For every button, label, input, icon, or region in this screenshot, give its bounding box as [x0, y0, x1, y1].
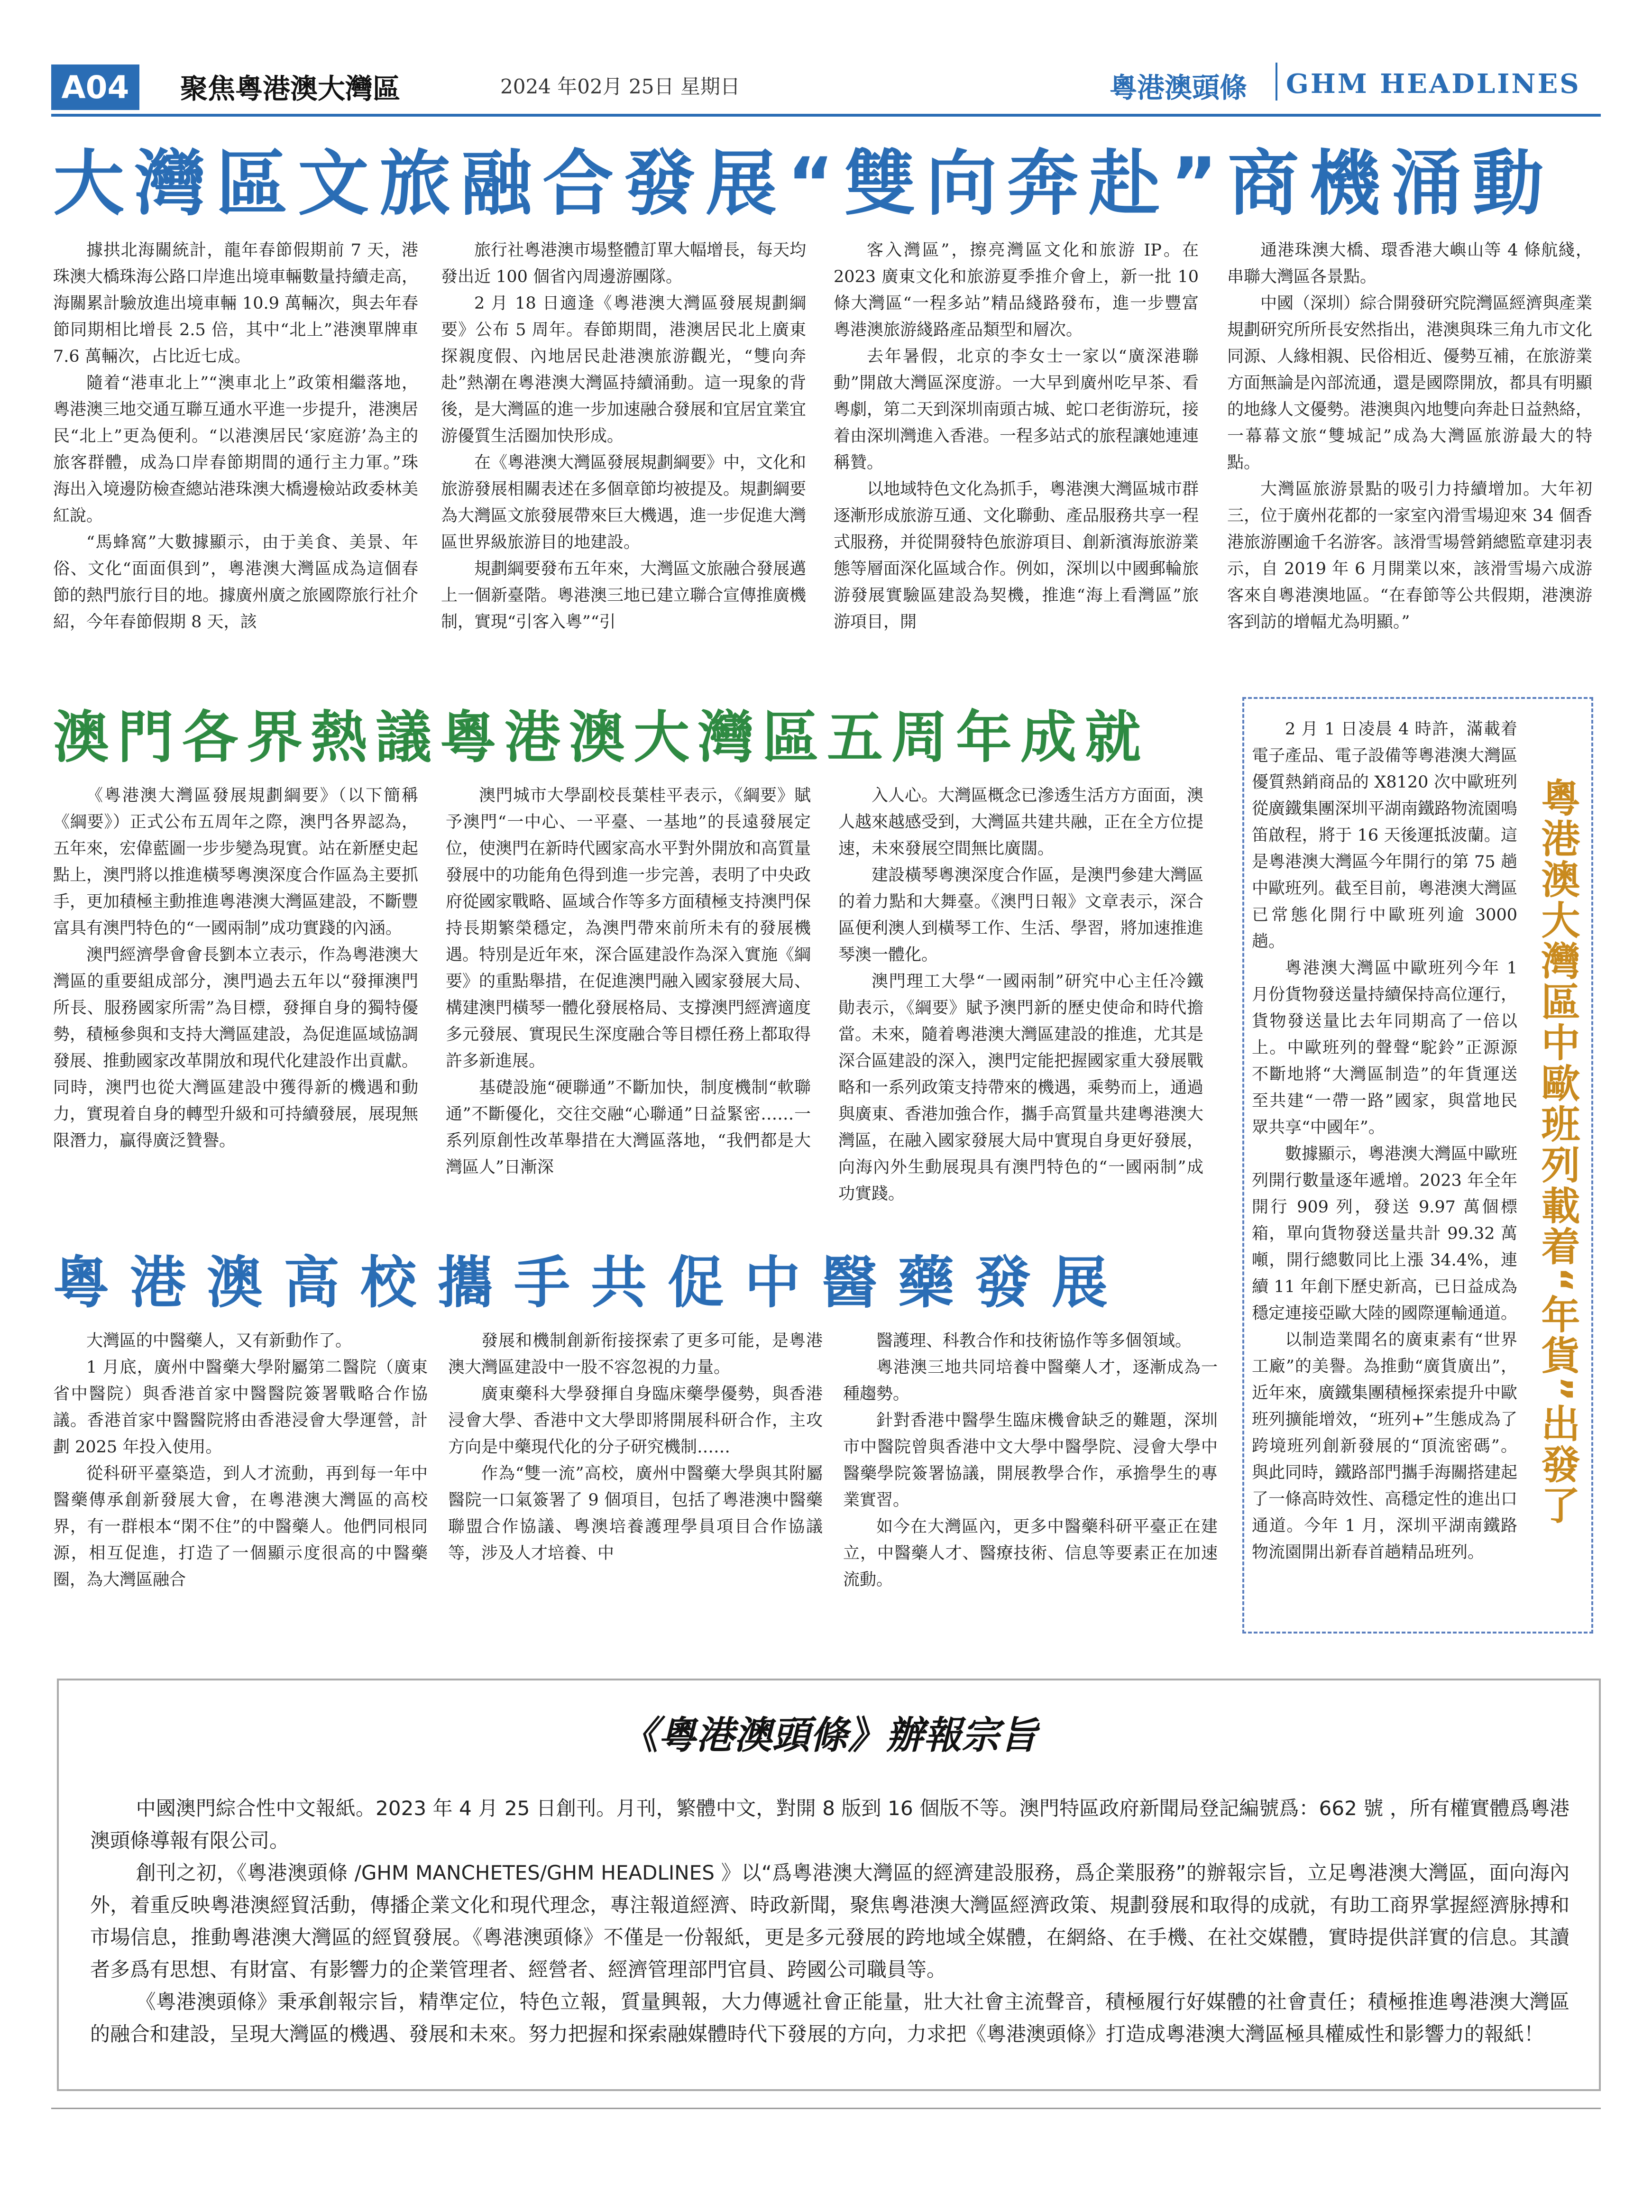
article2-headline: 澳門各界熱議粵港澳大灣區五周年成就: [53, 705, 1150, 770]
paper-name: 粵港澳頭條: [1110, 72, 1248, 104]
article1-column-4-paragraph: 中國（深圳）綜合開發研究院灣區經濟與產業規劃研究所所長安然指出，港澳與珠三角九市文化同源、人緣相親、民俗相近、優勢互補，在旅游業方面無論是內部流通，還是國際開放，都具有明顯的地緣人文優勢。港澳與內地雙向奔赴日益熱絡，一幕幕文旅“雙城記”成為大灣區旅游最大的特點。: [1227, 294, 1592, 472]
footer-rule: [51, 2108, 1601, 2109]
article2-column-3: [838, 782, 1203, 1223]
article3-column-3: [843, 1328, 1218, 1631]
sidebar-article-paragraph: 數據顯示，粵港澳大灣區中歐班列開行數量逐年遞增。2023 年全年開行 909 列，發送 9.97 萬個標箱，單向貨物發送量共計 99.32 萬噸，開行總數同比上漲 34.4%，連續 11 年創下歷史新高，已日益成為穩定連接亞歐大陸的國際運輸通道。: [1252, 1145, 1517, 1323]
page-number-tag: A04: [51, 64, 139, 110]
article3-column-1-paragraph: 1 月底，廣州中醫藥大學附屬第二醫院（廣東省中醫院）與香港首家中醫醫院簽署戰略合作協議。香港首家中醫醫院將由香港浸會大學運營，計劃 2025 年投入使用。: [53, 1358, 428, 1457]
article1-headline: 大灣區文旅融合發展“雙向奔赴”商機涌動: [53, 143, 1554, 225]
issue-date: 2024 年02月 25日 星期日: [500, 75, 740, 98]
article2-column-1: [53, 782, 418, 1223]
article1-column-3-paragraph: 去年暑假，北京的李女士一家以“廣深港聯動”開啟大灣區深度游。一大早到廣州吃早茶、看粵劇，第二天到深圳南頭古城、蛇口老街游玩，接着由深圳灣進入香港。一程多站式的旅程讓她連連稱贊。: [834, 347, 1199, 472]
article2-column-1-paragraph: 《粵港澳大灣區發展規劃綱要》（以下簡稱《綱要》）正式公布五周年之際，澳門各界認為，五年來，宏偉藍圖一步步變為現實。站在新歷史起點上，澳門將以推進橫琴粵澳深度合作區為主要抓手，更加積極主動推進粵港澳大灣區建設，不斷豐富具有澳門特色的“一國兩制”成功實踐的內涵。: [53, 786, 418, 938]
article1-column-1-paragraph: 隨着“港車北上”“澳車北上”政策相繼落地，粵港澳三地交通互聯互通水平進一步提升，港澳居民“北上”更為便利。“以港澳居民‘家庭游’為主的旅客群體，成為口岸春節期間的通行主力軍。”珠海出入境邊防檢查總站港珠澳大橋邊檢站政委林美紅說。: [53, 374, 418, 525]
article1-column-2-paragraph: 在《粵港澳大灣區發展規劃綱要》中，文化和旅游發展相關表述在多個章節均被提及。規劃綱要為大灣區文旅發展帶來巨大機遇，進一步促進大灣區世界級旅游目的地建設。: [441, 453, 806, 552]
article3-column-3-paragraph: 如今在大灣區內，更多中醫藥科研平臺正在建立，中醫藥人才、醫療技術、信息等要素正在加速流動。: [843, 1517, 1218, 1589]
article1-column-2-paragraph: 旅行社粵港澳市場整體訂單大幅增長，每天均發出近 100 個省內周邊游團隊。: [441, 241, 806, 286]
article3-column-3-paragraph: 粵港澳三地共同培養中醫藥人才，逐漸成為一種趨勢。: [843, 1358, 1218, 1404]
section-name: 聚焦粵港澳大灣區: [180, 73, 401, 105]
article1-column-1-paragraph: 據拱北海關統計，龍年春節假期前 7 天，港珠澳大橋珠海公路口岸進出境車輛數量持續走高，海關累計驗放進出境車輛 10.9 萬輛次，與去年春節同期相比增長 2.5 倍，其中“北上”港澳單牌車 7.6 萬輛次，占比近七成。: [53, 241, 418, 366]
article1-column-2: [441, 237, 806, 678]
article1-column-1: [53, 237, 418, 678]
sidebar-article-paragraph: 以制造業聞名的廣東素有“世界工廠”的美譽。為推動“廣貨廣出”，近年來，廣鐵集團積極探索提升中歐班列擴能增效，“班列+”生態成為了跨境班列創新發展的“頂流密碼”。與此同時，鐵路部門攜手海關搭建起了一條高時效性、高穩定性的進出口通道。今年 1 月，深圳平湖南鐵路物流園開出新春首趟精品班列。: [1252, 1331, 1517, 1562]
article2-column-3-paragraph: 澳門理工大學“一國兩制”研究中心主任冷鐵勛表示，《綱要》賦予澳門新的歷史使命和時代擔當。未來，隨着粵港澳大灣區建設的推進，尤其是深合區建設的深入，澳門定能把握國家重大發展戰略和一系列政策支持帶來的機遇，乘勢而上，通過與廣東、香港加強合作，攜手高質量共建粵港澳大灣區，在融入國家發展大局中實現自身更好發展，向海內外生動展現具有澳門特色的“一國兩制”成功實踐。: [838, 972, 1203, 1203]
article1-column-4-paragraph: 大灣區旅游景點的吸引力持續增加。大年初三，位于廣州花都的一家室內滑雪場迎來 34 個香港旅游團逾千名游客。該滑雪場營銷總監章建羽表示，自 2019 年 6 月開業以來，該滑雪場六成游客來自粵港澳地區。“在春節等公共假期，港澳游客到訪的增幅尤為明顯。”: [1227, 480, 1592, 632]
article3-column-3-paragraph: 針對香港中醫學生臨床機會缺乏的難題，深圳市中醫院曾與香港中文大學中醫學院、浸會大學中醫藥學院簽署協議，開展教學合作，承擔學生的專業實習。: [843, 1411, 1218, 1510]
article1-column-3-paragraph: 客入灣區”，擦亮灣區文化和旅游 IP。在 2023 廣東文化和旅游夏季推介會上，新一批 10 條大灣區“一程多站”精品綫路發布，進一步豐富粵港澳旅游綫路產品類型和層次。: [834, 241, 1199, 340]
article1-column-2-paragraph: 2 月 18 日適逢《粵港澳大灣區發展規劃綱要》公布 5 周年。春節期間，港澳居民北上廣東探親度假、內地居民赴港澳旅游觀光，“雙向奔赴”熱潮在粵港澳大灣區持續涌動。這一現象的背後，是大灣區的進一步加速融合發展和宜居宜業宜游優質生活圈加快形成。: [441, 294, 806, 446]
masthead-divider: [1276, 63, 1277, 101]
article3-column-2-paragraph: 發展和機制創新衔接探索了更多可能，是粵港澳大灣區建設中一股不容忽視的力量。: [448, 1331, 823, 1377]
sidebar-article: [1252, 716, 1517, 1622]
article3-column-2-paragraph: 作為“雙一流”高校，廣州中醫藥大學與其附屬醫院一口氣簽署了 9 個項目，包括了粵港澳中醫藥聯盟合作協議、粵澳培養護理學員項目合作協議等，涉及人才培養、中: [448, 1464, 823, 1563]
mission-paragraph-3: 《粵港澳頭條》秉承創報宗旨，精準定位，特色立報，質量興報，大力傳遞社會正能量，壯大社會主流聲音，積極履行好媒體的社會責任；積極推進粵港澳大灣區的融合和建設，呈現大灣區的機遇、發展和未來。努力把握和探索融媒體時代下發展的方向，力求把《粵港澳頭條》打造成粵港澳大灣區極具權威性和影響力的報紙！: [90, 1990, 1569, 2046]
article2-column-3-paragraph: 建設橫琴粵澳深度合作區，是澳門參建大灣區的着力點和大舞臺。《澳門日報》文章表示，深合區便利澳人到橫琴工作、生活、學習，將加速推進琴澳一體化。: [838, 866, 1203, 964]
article2-column-3-paragraph: 入人心。大灣區概念已滲透生活方方面面，澳人越來越感受到，大灣區共建共融，正在全方位提速，未來發展空間無比廣闊。: [838, 786, 1203, 858]
article3-column-1-paragraph: 從科研平臺築造，到人才流動，再到每一年中醫藥傳承創新發展大會，在粵港澳大灣區的高校界，有一群根本“閑不住”的中醫藥人。他們同根同源，相互促進，打造了一個顯示度很高的中醫藥圈，為大灣區融合: [53, 1464, 428, 1589]
article3-column-1: [53, 1328, 428, 1631]
article2-column-1-paragraph: 澳門經濟學會會長劉本立表示，作為粵港澳大灣區的重要組成部分，澳門過去五年以“發揮澳門所長、服務國家所需”為目標，發揮自身的獨特優勢，積極參與和支持大灣區建設，為促進區域協調發展、推動國家改革開放和現代化建設作出貢獻。同時，澳門也從大灣區建設中獲得新的機遇和動力，實現着自身的轉型升級和可持續發展，展現無限潛力，贏得廣泛贊譽。: [53, 945, 418, 1150]
sidebar-article-paragraph: 粵港澳大灣區中歐班列今年 1 月份貨物發送量持續保持高位運行，貨物發送量比去年同期高了一倍以上。中歐班列的聲聲“駝鈴”正源源不斷地將“大灣區制造”的年貨運送至共建“一帶一路”國家，與當地民眾共享“中國年”。: [1252, 959, 1517, 1137]
article2-column-2-paragraph: 基礎設施“硬聯通”不斷加快，制度機制“軟聯通”不斷優化，交往交融“心聯通”日益緊密……一系列原創性改革舉措在大灣區落地，“我們都是大灣區人”日漸深: [446, 1078, 811, 1177]
article2-column-2-paragraph: 澳門城市大學副校長葉桂平表示，《綱要》賦予澳門“一中心、一平臺、一基地”的長遠發展定位，使澳門在新時代國家高水平對外開放和高質量發展中的功能角色得到進一步完善，表明了中央政府從國家戰略、區域合作等多方面積極支持澳門保持長期繁榮穩定，為澳門帶來前所未有的發展機遇。特別是近年來，深合區建設作為深入實施《綱要》的重點舉措，在促進澳門融入國家發展大局、構建澳門橫琴一體化發展格局、支撐澳門經濟適度多元發展、實現民生深度融合等目標任務上都取得許多新進展。: [446, 786, 811, 1071]
article1-column-3: [834, 237, 1199, 678]
article1-column-1-paragraph: “馬蜂窩”大數據顯示，由于美食、美景、年俗、文化“面面俱到”，粵港澳大灣區成為這個春節的熱門旅行目的地。據廣州廣之旅國際旅行社介紹，今年春節假期 8 天，該: [53, 533, 418, 632]
header-rule: [51, 114, 1601, 117]
sidebar-headline: 粵港澳大灣區中歐班列載着“年貨”出發了: [1535, 778, 1580, 1526]
article1-column-3-paragraph: 以地域特色文化為抓手，粵港澳大灣區城市群逐漸形成旅游互通、文化聯動、產品服務共享一程式服務，并從開發特色旅游項目、創新濱海旅游業態等層面深化區域合作。例如，深圳以中國郵輪旅游發展實驗區建設為契機，推進“海上看灣區”旅游項目，開: [834, 480, 1199, 632]
mission-paragraph-2: 創刊之初，《粵港澳頭條 /GHM MANCHETES/GHM HEADLINES 》以“爲粵港澳大灣區的經濟建設服務，爲企業服務”的辦報宗旨，立足粵港澳大灣區，面向海內外，着重反映粵港澳經貿活動，傳播企業文化和現代理念，專注報道經濟、時政新聞，聚焦粵港澳大灣區經濟政策、規劃發展和取得的成就，有助工商界掌握經濟脉搏和市場信息，推動粵港澳大灣區的經貿發展。《粵港澳頭條》不僅是一份報紙，更是多元發展的跨地域全媒體，在網絡、在手機、在社交媒體，實時提供詳實的信息。其讀者多爲有思想、有財富、有影響力的企業管理者、經營者、經濟管理部門官員、跨國公司職員等。: [90, 1861, 1569, 1981]
mission-paragraph-1: 中國澳門綜合性中文報紙。2023 年 4 月 25 日創刊。月刊，繁體中文，對開 8 版到 16 個版不等。澳門特區政府新聞局登記編號爲：662 號 ，所有權實體爲粵港澳頭條導報有限公司。: [90, 1797, 1569, 1852]
article1-column-4: [1227, 237, 1592, 678]
mission-statement-text: [90, 1792, 1569, 2050]
article2-column-2: [446, 782, 811, 1223]
article3-column-2-paragraph: 廣東藥科大學發揮自身臨床藥學優勢，與香港浸會大學、香港中文大學即將開展科研合作，主攻方向是中藥現代化的分子研究機制……: [448, 1385, 823, 1457]
article1-column-4-paragraph: 通港珠澳大橋、環香港大嶼山等 4 條航綫，串聯大灣區各景點。: [1227, 241, 1592, 286]
article1-column-2-paragraph: 規劃綱要發布五年來，大灣區文旅融合發展邁上一個新臺階。粵港澳三地已建立聯合宣傳推廣機制，實現“引客入粵”“引: [441, 560, 806, 632]
article3-headline: 粵港澳高校攜手共促中醫藥發展: [53, 1250, 1129, 1315]
article3-column-3-paragraph: 醫護理、科教合作和技術協作等多個領域。: [876, 1331, 1192, 1350]
paper-name-en: GHM HEADLINES: [1286, 68, 1581, 100]
article3-column-1-paragraph: 大灣區的中醫藥人，又有新動作了。: [86, 1331, 352, 1350]
sidebar-article-paragraph: 2 月 1 日凌晨 4 時許，滿載着電子產品、電子設備等粵港澳大灣區優質熱銷商品的 X8120 次中歐班列從廣鐵集團深圳平湖南鐵路物流園鳴笛啟程，將于 16 天後運抵波蘭。這是粵港澳大灣區今年開行的第 75 趟中歐班列。截至目前，粵港澳大灣區已常態化開行中歐班列逾 3000 趟。: [1252, 720, 1517, 951]
mission-statement-title: 《粵港澳頭條》辦報宗旨: [620, 1713, 1037, 1757]
article3-column-2: [448, 1328, 823, 1631]
